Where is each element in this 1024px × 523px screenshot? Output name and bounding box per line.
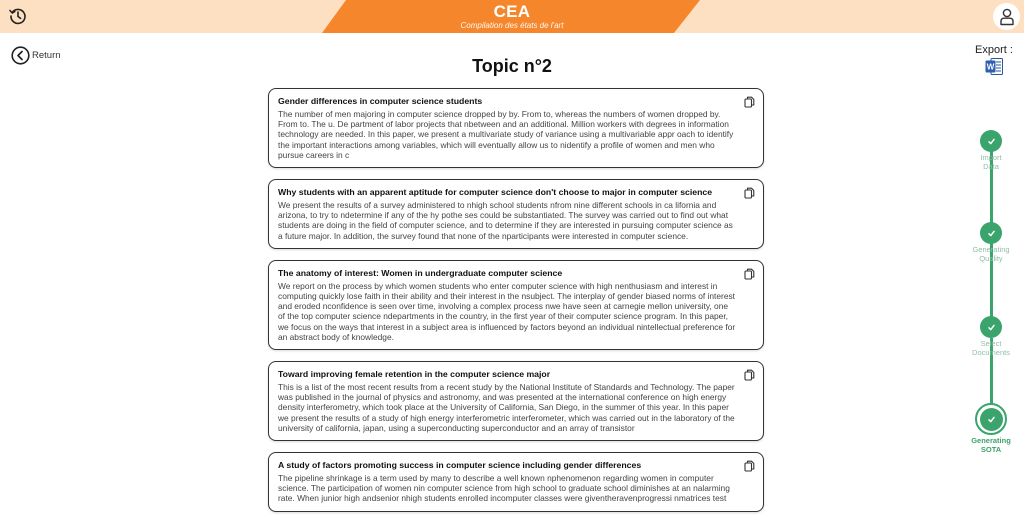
document-abstract: We report on the process by which women students who enter computer science with high nenthusiasm and interest in computing quickly lose faith in their ability and their interest in the nsubject. The interplay of gender biased norms of interest and eroded nconfidence is seen over time, involving a complex process nwe have seen at carnegie mellon university, one of the top computer science ndepartments in the country, in the first year of their computer science program. In this paper, we focus on the ways that interest in a subject area is influenced by factors beyond an individual nintellectual preference for an abstract body of knowledge. xyxy=(278,280,736,342)
history-icon xyxy=(8,6,28,26)
document-title: Why students with an apparent aptitude for computer science don't choose to major in computer science xyxy=(278,187,713,198)
step-complete-indicator xyxy=(980,316,1002,338)
check-icon xyxy=(987,229,996,238)
document-abstract: We present the results of a survey administered to nhigh school students nfrom nine different schools in ca lifornia and arizona, to try to ndetermine if any of the hy pothe ses could be substantiated. The survey was carried out to find out what students are doing in the field of computer science, and to determine if they are interested in pursuing computer science as a future major. In addition, the survey found that none of the nparticipants were interested in computer science. xyxy=(278,200,733,241)
step-generating-quality xyxy=(962,222,1020,263)
app-title: CEA xyxy=(493,2,531,21)
step-complete-indicator xyxy=(980,130,1002,152)
user-profile-button[interactable] xyxy=(993,3,1020,30)
document-title: Gender differences in computer science students xyxy=(278,96,483,106)
step-generating-sota xyxy=(962,403,1020,454)
step-import-data xyxy=(962,130,1020,171)
return-label: Return xyxy=(32,50,61,61)
app-header xyxy=(0,0,1024,33)
document-title: The anatomy of interest: Women in undergraduate computer science xyxy=(278,267,563,278)
step-active-indicator xyxy=(975,403,1007,435)
copy-icon[interactable] xyxy=(744,187,755,199)
document-abstract: This is a list of the most recent results from a recent study by the National Institute of Standards and Technology. The paper was published in the journal of physics and astronomy, and was presented at the international conference on high energy density interferometry, which took place at the University of California, San Diego, in the summer of this year. In this paper we present the results of a study of high energy interferometric interferometer, which was carried out in the laboratory of the university of california, japan, using a superconducting superconductor and an array of transistor xyxy=(278,382,735,433)
copy-icon[interactable] xyxy=(744,460,755,472)
check-icon xyxy=(987,415,996,424)
document-card xyxy=(268,88,764,168)
copy-icon[interactable] xyxy=(744,268,755,280)
export-label: Export : xyxy=(975,44,1013,56)
check-icon xyxy=(987,323,996,332)
history-button[interactable] xyxy=(8,6,28,26)
copy-icon[interactable] xyxy=(744,369,755,381)
copy-icon[interactable] xyxy=(744,96,755,108)
app-subtitle: Compilation des états de l'art xyxy=(460,21,564,30)
step-select-documents xyxy=(962,316,1020,357)
document-list xyxy=(268,88,764,523)
page-title: Topic n°2 xyxy=(472,56,552,76)
step-label: Generating SOTA xyxy=(971,436,1011,454)
step-label: Import Data xyxy=(980,153,1002,171)
user-icon xyxy=(999,8,1015,26)
document-card xyxy=(268,260,764,350)
step-complete-indicator xyxy=(980,222,1002,244)
document-title: Toward improving female retention in the computer science major xyxy=(278,369,551,380)
document-card xyxy=(268,361,764,441)
document-abstract: The pipeline shrinkage is a term used by many to describe a well known nphenomenon regarding women in computer science. The participation of women nin computer science from high school to graduate school diminishes at an nalarming rate. When junior high andsenior nhigh students enrolled incomputer classes were giventheravenprogressi nmatrices test xyxy=(278,473,730,504)
document-card xyxy=(268,452,764,512)
step-label: Select Documents xyxy=(972,339,1010,357)
svg-text:W: W xyxy=(986,62,995,72)
step-label: Generating Quality xyxy=(972,245,1010,263)
document-title: A study of factors promoting success in computer science including gender differences xyxy=(278,460,642,471)
document-abstract: The number of men majoring in computer science dropped by by. From to, whereas the numbers of women dropped by. From to. The u. De partment of labor projects that nbetween and an additional. Million workers with degrees in information technology are needed. In this paper, we present a multivariate study of variance using a multivariable appr oach to identify the important interactions among variables, which will eventually allow us to nidentify a profile of women and men who pursue careers in c xyxy=(278,109,734,160)
document-card xyxy=(268,179,764,249)
check-icon xyxy=(987,137,996,146)
